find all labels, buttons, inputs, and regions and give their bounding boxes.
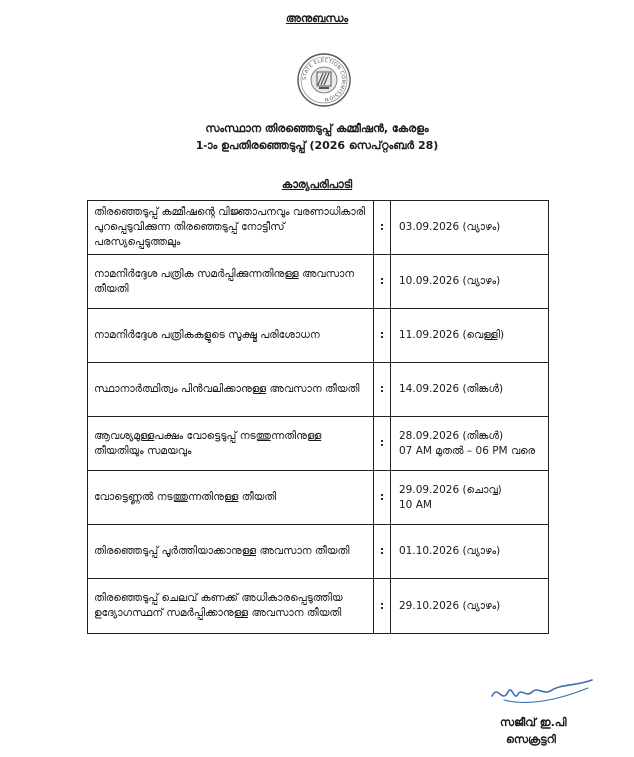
event-date: 29.09.2026 (ചൊവ്വ) (399, 483, 502, 496)
colon-cell: : (374, 255, 391, 309)
event-date: 28.09.2026 (തിങ്കൾ) (399, 429, 504, 442)
table-row (88, 471, 549, 525)
date-cell (391, 525, 549, 579)
seal-text: STATE ELECTION COMMISSION (301, 57, 347, 103)
date-cell (391, 201, 549, 255)
table-row (88, 579, 549, 634)
commission-title (0, 120, 634, 154)
event-time: 10 AM (399, 498, 432, 511)
table-row (88, 309, 549, 363)
table-row (88, 255, 549, 309)
colon-cell: : (374, 579, 391, 634)
colon-cell: : (374, 417, 391, 471)
date-cell (391, 471, 549, 525)
date-cell (391, 417, 549, 471)
event-cell: നാമനിർദ്ദേശ പത്രികകളുടെ സൂക്ഷ്മ പരിശോധന (88, 309, 374, 363)
event-date: 03.09.2026 (വ്യാഴം) (399, 221, 501, 233)
event-cell: തിരഞ്ഞെടുപ്പ് കമ്മീഷന്റെ വിജ്ഞാപനവും വരണാധികാരി പുറപ്പെടുവിക്കുന്ന തിരഞ്ഞെടുപ്പ് നോട്ടീസ് പരസ്യപ്പെടുത്തലും (88, 201, 374, 255)
signatory-name: സജീവ് ഇ.പി (500, 716, 567, 729)
colon-cell: : (374, 309, 391, 363)
event-date: 10.09.2026 (വ്യാഴം) (399, 275, 501, 287)
colon-cell: : (374, 471, 391, 525)
table-row (88, 201, 549, 255)
schedule-table (87, 200, 549, 634)
schedule-heading: കാര്യപരിപാടി (281, 178, 353, 191)
signature-icon (488, 676, 596, 710)
table-row (88, 363, 549, 417)
event-cell: തിരഞ്ഞെടുപ്പ് ചെലവ് കണക്ക് അധികാരപ്പെടുത്തിയ ഉദ്യോഗസ്ഥന് സമർപ്പിക്കാനുള്ള അവസാന തീയതി (88, 579, 374, 634)
election-commission-seal-icon (296, 52, 352, 108)
colon-cell: : (374, 525, 391, 579)
annexure-heading: അനുബന്ധം (285, 12, 349, 25)
event-date: 01.10.2026 (വ്യാഴം) (399, 545, 501, 557)
colon-cell: : (374, 363, 391, 417)
signatory-designation: സെക്രട്ടറി (506, 733, 556, 746)
date-cell (391, 363, 549, 417)
election-subtitle: 1-ാം ഉപതിരഞ്ഞെടുപ്പ് (2026 സെപ്റ്റംബർ 28) (195, 139, 439, 152)
event-cell: സ്ഥാനാർത്ഥിത്വം പിൻവലിക്കാനുള്ള അവസാന തീയതി (88, 363, 374, 417)
organization-name: സംസ്ഥാന തിരഞ്ഞെടുപ്പ് കമ്മീഷൻ, കേരളം (205, 122, 429, 135)
event-time: 07 AM മുതൽ – 06 PM വരെ (399, 444, 536, 457)
event-date: 29.10.2026 (വ്യാഴം) (399, 599, 501, 612)
date-cell (391, 579, 549, 634)
colon-cell: : (374, 201, 391, 255)
table-row (88, 417, 549, 471)
event-cell: തിരഞ്ഞെടുപ്പ് പൂർത്തിയാക്കാനുള്ള അവസാന തീയതി (88, 525, 374, 579)
date-cell (391, 309, 549, 363)
event-date: 14.09.2026 (തിങ്കൾ) (399, 383, 504, 395)
event-date: 11.09.2026 (വെള്ളി) (399, 329, 505, 341)
event-cell: നാമനിർദ്ദേശ പത്രിക സമർപ്പിക്കുന്നതിനുള്ള അവസാന തീയതി (88, 255, 374, 309)
event-cell: ആവശ്യമുള്ളപക്ഷം വോട്ടെടുപ്പ് നടത്തുന്നതിനുള്ള തീയതിയും സമയവും (88, 417, 374, 471)
event-cell: വോട്ടെണ്ണൽ നടത്തുന്നതിനുള്ള തീയതി (88, 471, 374, 525)
table-row (88, 525, 549, 579)
date-cell (391, 255, 549, 309)
